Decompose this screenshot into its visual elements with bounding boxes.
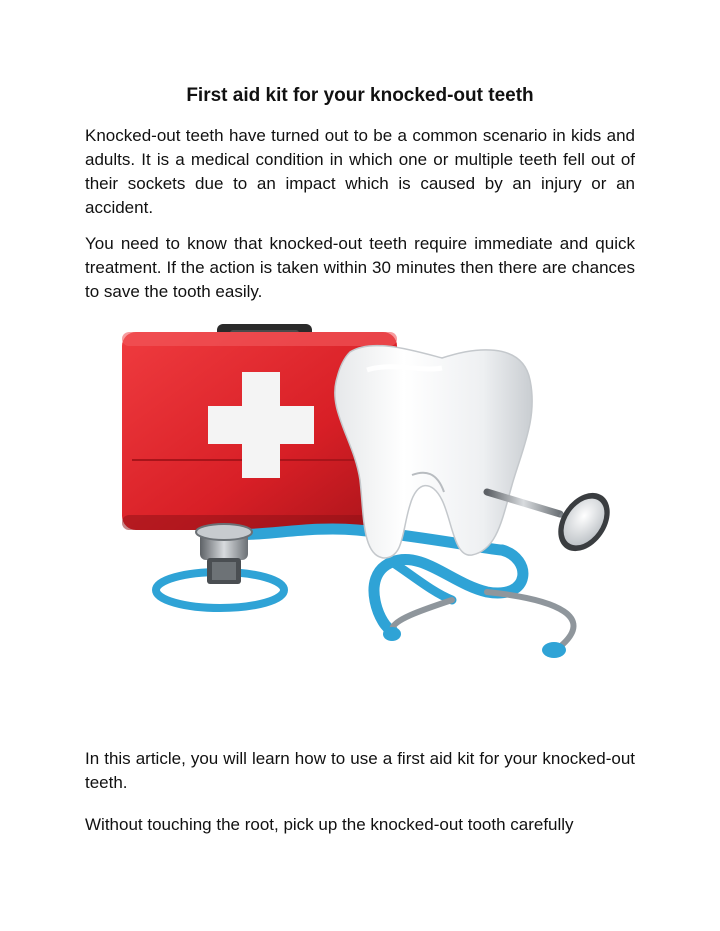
stethoscope-icon: [156, 524, 573, 658]
paragraph-article-purpose: In this article, you will learn how to use a first aid kit for your knocked-out teeth.: [85, 749, 635, 792]
illustration-svg: [92, 300, 632, 700]
tooth-icon: [335, 346, 532, 558]
paragraph-intro: Knocked-out teeth have turned out to be a common scenario in kids and adults. It is a medical condition in which one or multiple teeth fell out of their sockets due to an impact which is caused by an injury or an accident.: [85, 126, 635, 217]
first-aid-dental-illustration: [92, 300, 632, 700]
page-title: First aid kit for your knocked-out teeth: [186, 85, 534, 106]
paragraph-step-one: Without touching the root, pick up the knocked-out tooth carefully: [85, 815, 574, 834]
paragraph-urgency: You need to know that knocked-out teeth require immediate and quick treatment. If the action is taken within 30 minutes then there are chances to save the tooth easily.: [85, 234, 635, 301]
